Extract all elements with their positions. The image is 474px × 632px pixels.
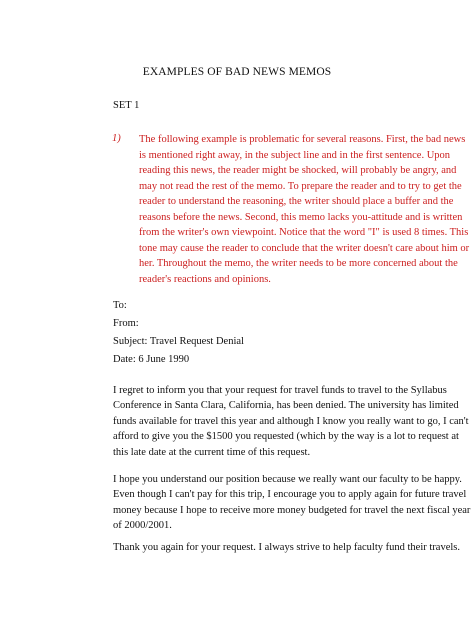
memo-subject: Subject: Travel Request Denial	[113, 336, 244, 347]
memo-date: Date: 6 June 1990	[113, 354, 190, 365]
set-label: SET 1	[113, 100, 140, 111]
note-line: reasons before the news. Second, this memo lacks you-attitude and is written	[139, 211, 463, 223]
note-line: from the writer's own viewpoint. Notice that the word "I" is used 8 times. This	[139, 227, 469, 238]
note-line: reader's reactions and opinions.	[139, 273, 271, 285]
paragraph-line: of 2000/2001.	[113, 520, 172, 532]
item-number: 1)	[112, 133, 121, 144]
paragraph-line: Even though I can't pay for this trip, I encourage you to apply again for future travel	[113, 489, 467, 501]
document-title: EXAMPLES OF BAD NEWS MEMOS	[142, 66, 332, 78]
paragraph-line: this late date at the current time of this request.	[113, 446, 311, 458]
note-line: tone may cause the reader to conclude that the writer doesn't care about him or	[139, 242, 470, 254]
memo-to: To:	[113, 300, 127, 311]
memo-paragraph-2	[113, 472, 471, 534]
paragraph-line: afford to give you the $1500 you requested (which by the way is a lot to request at	[113, 431, 459, 443]
paragraph-line: I hope you understand our position because we really want our faculty to be happy.	[113, 474, 462, 485]
note-line: is mentioned right away, in the subject line and in the first sentence. Upon	[139, 149, 451, 161]
paragraph-line: Thank you again for your request. I always strive to help faculty fund their travels.	[113, 542, 460, 553]
paragraph-line: I regret to inform you that your request for travel funds to travel to the Syllabus	[113, 385, 447, 396]
memo-paragraph-3	[113, 540, 460, 555]
note-line: reader to understand the reasoning, the writer should place a buffer and the	[139, 196, 454, 207]
paragraph-line: money because I hope to receive more money budgeted for travel the next fiscal year	[113, 504, 471, 516]
memo-paragraph-1	[113, 383, 469, 460]
note-line: The following example is problematic for several reasons. First, the bad news	[139, 134, 466, 145]
note-line: reading this news, the reader might be shocked, will probably be angry, and	[139, 165, 457, 176]
commentary-note	[139, 132, 470, 287]
paragraph-line: funds available for travel this year and although I know you really want to go, I can't	[113, 415, 469, 427]
memo-from: From:	[113, 318, 139, 329]
note-line: her. Throughout the memo, the writer needs to be more concerned about the	[139, 258, 458, 269]
note-line: may not read the rest of the memo. To prepare the reader and to try to get the	[139, 180, 462, 192]
paragraph-line: Conference in Santa Clara, California, has been denied. The university has limited	[113, 400, 459, 412]
